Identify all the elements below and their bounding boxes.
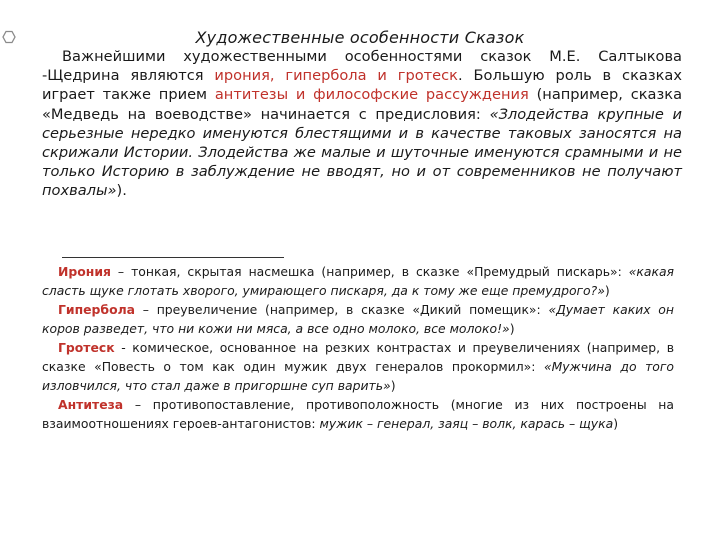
definition-end: ) xyxy=(604,283,610,298)
definition-text: – преувеличение (например, в сказке «Дикий помещик»: xyxy=(135,302,549,317)
intro-highlight-2: антитезы и философские рассуждения xyxy=(214,86,529,104)
definition-item xyxy=(42,338,674,395)
definition-quote: «какая сласть щуке глотать хворого, умирающего пискаря, да к тому же еще премудрого?» xyxy=(42,264,674,298)
definition-quote: «Мужчина до того изловчился, что стал даже в пригоршне суп варить» xyxy=(42,359,674,393)
definition-item xyxy=(42,395,674,433)
definition-term: Ирония xyxy=(58,264,111,279)
intro-quote: «Злодейства крупные и серьезные нередко именуются блестящими и в качестве таковых заносятся на скрижали Истории. Злодейства же малые и шуточные именуются срамными и не только Историю в заблуждение не вводят, но и от современников не получают похвалы» xyxy=(42,105,683,200)
definition-end: ) xyxy=(613,416,619,431)
definition-text: – тонкая, скрытая насмешка (например, в сказке «Премудрый пискарь»: xyxy=(110,264,629,279)
definition-term: Антитеза xyxy=(58,397,124,412)
intro-paragraph xyxy=(42,47,682,201)
intro-mid-2: (например, сказка «Медведь на воеводстве» начинается с предисловия: xyxy=(42,86,683,123)
definition-term: Гротеск xyxy=(58,340,115,355)
definition-end: ) xyxy=(509,321,515,336)
definition-quote: мужик – генерал, заяц – волк, карась – щука xyxy=(319,416,614,431)
intro-lead: Важнейшими художественными особенностями сказок М.Е. Салтыкова -Щедрина являются xyxy=(42,48,682,85)
definitions-list xyxy=(42,262,674,433)
intro-mid-1: . Большую роль в сказках играет также прием xyxy=(42,67,682,104)
definition-item xyxy=(42,300,674,338)
definition-item xyxy=(42,262,674,300)
definition-quote: «Думает каких он коров разведет, что ни кожи ни мяса, а все одно молоко, все молоко!» xyxy=(42,302,674,336)
definition-text: - комическое, основанное на резких контрастах и преувеличениях (например, в сказке «Повесть о том как один мужик двух генералов прокормил»: xyxy=(42,340,674,374)
definition-text: – противопоставление, противоположность (многие из них построены на взаимоотношениях героев-антагонистов: xyxy=(42,397,674,431)
intro-end: ). xyxy=(116,182,127,200)
definition-end: ) xyxy=(390,378,396,393)
slide-title: Художественные особенности Сказок xyxy=(195,28,525,47)
intro-highlight-1: ирония, гипербола и гротеск xyxy=(214,67,458,85)
footnote-separator xyxy=(62,257,284,258)
definition-term: Гипербола xyxy=(58,302,136,317)
